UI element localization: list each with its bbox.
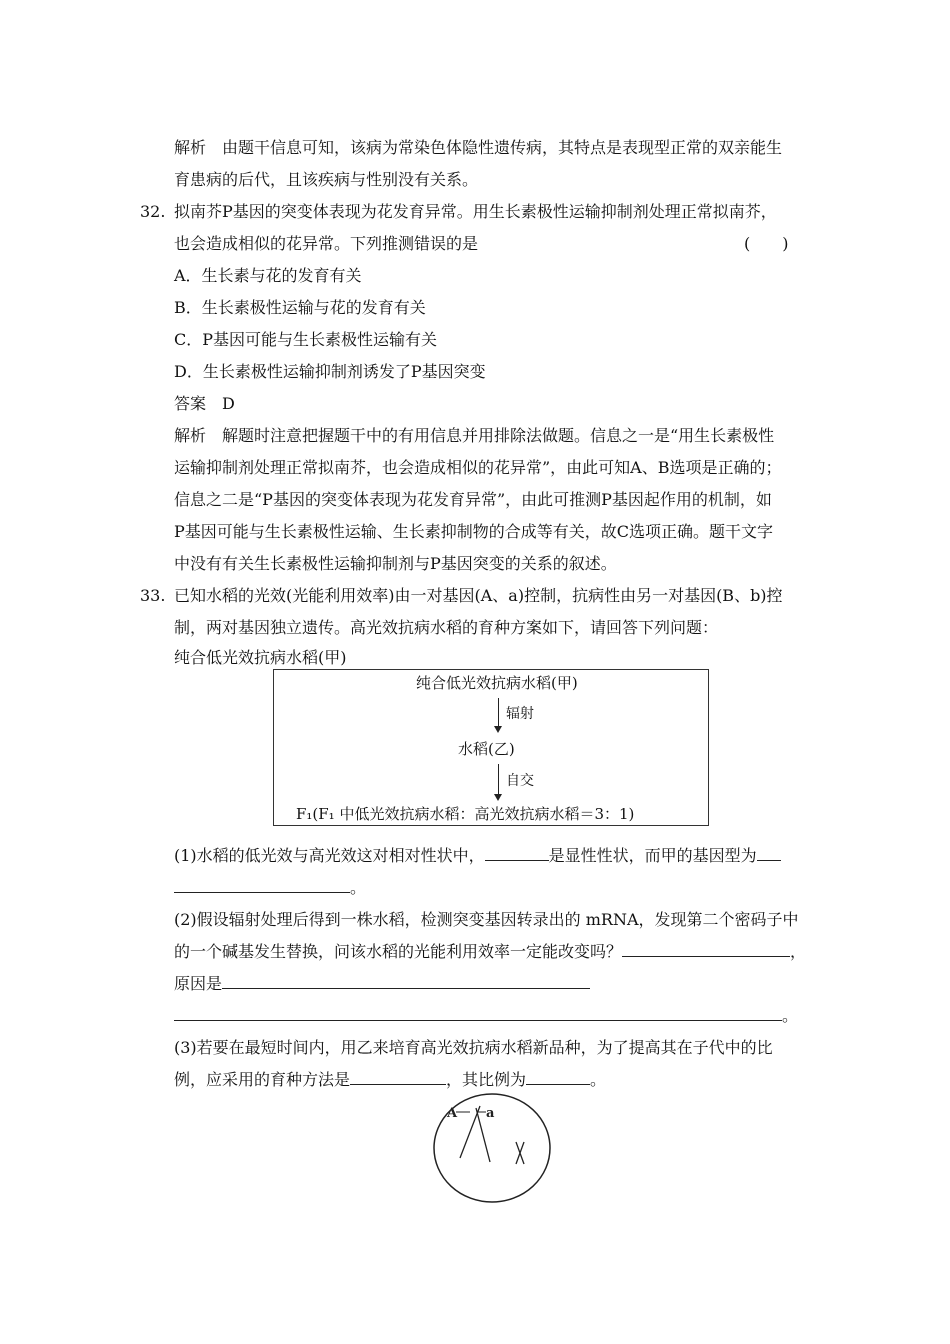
analysis-31-line1: 解析 由题干信息可知，该病为常染色体隐性遗传病，其特点是表现型正常的双亲能生 — [174, 138, 783, 157]
sub-question-2-line3 — [174, 974, 590, 994]
answer-blank-change[interactable] — [622, 942, 790, 957]
answer-blank-reason-2[interactable] — [174, 1006, 782, 1021]
answer-blank-dominant[interactable] — [485, 846, 549, 861]
analysis-32-line4: P基因可能与生长素极性运输、生长素抑制物的合成等有关，故C选项正确。题干文字 — [174, 522, 774, 541]
sub-question-2-reason-label: 原因是 — [174, 974, 223, 993]
allele-label-A: A — [447, 1106, 458, 1121]
arrow-1-label: 辐射 — [506, 706, 534, 722]
sub-question-1-end: 。 — [350, 878, 367, 897]
cell-chromosome-diagram — [430, 1092, 554, 1204]
answer-parentheses: ( ) — [744, 234, 789, 253]
answer-blank-genotype[interactable] — [174, 878, 350, 893]
answer-32: 答案 D — [174, 394, 235, 413]
sub-question-3-part-b: ，其比例为 — [446, 1070, 527, 1089]
sub-question-2-part-a: 的一个碱基发生替换，问该水稻的光能利用效率一定能改变吗？ — [174, 942, 623, 961]
answer-blank-method[interactable] — [350, 1070, 446, 1085]
breeding-flow-diagram — [273, 669, 709, 826]
sub-question-2-end: 。 — [782, 1006, 799, 1025]
sub-question-3-end: 。 — [590, 1070, 607, 1089]
analysis-31-line2: 育患病的后代，且该疾病与性别没有关系。 — [174, 170, 479, 189]
sub-question-3-line2 — [174, 1070, 606, 1090]
flow-bottom-text: F₁(F₁ 中低光效抗病水稻：高光效抗病水稻＝3：1) — [296, 805, 635, 823]
option-c: C．P基因可能与生长素极性运输有关 — [174, 330, 438, 349]
sub-question-1-part-b: 是显性性状，而甲的基因型为 — [548, 846, 757, 865]
answer-blank-genotype-start[interactable] — [757, 846, 781, 861]
answer-blank-reason-1[interactable] — [222, 974, 590, 989]
analysis-32-line3: 信息之二是“P基因的突变体表现为花发育异常”，由此可推测P基因起作用的机制，如 — [174, 490, 772, 509]
arrow-2-line — [498, 764, 499, 796]
sub-question-2-comma: ， — [790, 942, 807, 961]
question-33-stem-line2: 制，两对基因独立遗传。高光效抗病水稻的育种方案如下，请回答下列问题： — [174, 618, 719, 637]
question-33-label: 纯合低光效抗病水稻(甲) — [174, 648, 347, 667]
arrow-2-label: 自交 — [506, 773, 534, 789]
analysis-32-line2: 运输抑制剂处理正常拟南芥，也会造成相似的花异常”，由此可知A、B选项是正确的； — [174, 458, 782, 477]
analysis-32-line5: 中没有有关生长素极性运输抑制剂与P基因突变的关系的叙述。 — [174, 554, 617, 573]
flow-middle-text: 水稻(乙) — [458, 740, 515, 758]
option-a: A．生长素与花的发育有关 — [174, 266, 362, 285]
sub-question-2-line2 — [174, 942, 806, 962]
arrow-2-head — [494, 794, 502, 801]
option-d: D．生长素极性运输抑制剂诱发了P基因突变 — [174, 362, 486, 381]
sub-question-2-line4 — [174, 1006, 798, 1026]
question-33-number: 33. — [140, 586, 166, 605]
flow-top-text: 纯合低光效抗病水稻(甲) — [416, 674, 578, 692]
sub-question-3-part-a: 例，应采用的育种方法是 — [174, 1070, 351, 1089]
question-32-stem-line2: 也会造成相似的花异常。下列推测错误的是 — [174, 234, 479, 253]
sub-question-1-line2 — [174, 878, 366, 898]
option-b: B．生长素极性运输与花的发育有关 — [174, 298, 426, 317]
question-32-number: 32. — [140, 202, 166, 221]
answer-blank-ratio[interactable] — [526, 1070, 590, 1085]
sub-question-2-line1: (2)假设辐射处理后得到一株水稻，检测突变基因转录出的 mRNA，发现第二个密码子中 — [174, 910, 799, 929]
arrow-1-line — [498, 698, 499, 728]
sub-question-1-part-a: (1)水稻的低光效与高光效这对相对性状中， — [174, 846, 485, 865]
question-33-stem-line1: 已知水稻的光效(光能利用效率)由一对基因(A、a)控制，抗病性由另一对基因(B、b)控 — [174, 586, 783, 605]
sub-question-3-line1: (3)若要在最短时间内，用乙来培育高光效抗病水稻新品种，为了提高其在子代中的比 — [174, 1038, 773, 1057]
sub-question-1-line1 — [174, 846, 781, 866]
analysis-32-line1: 解析 解题时注意把握题干中的有用信息并用排除法做题。信息之一是“用生长素极性 — [174, 426, 775, 445]
arrow-1-head — [494, 726, 502, 733]
allele-label-a: a — [486, 1106, 495, 1121]
question-32-stem-line1: 拟南芥P基因的突变体表现为花发育异常。用生长素极性运输抑制剂处理正常拟南芥， — [174, 202, 777, 221]
